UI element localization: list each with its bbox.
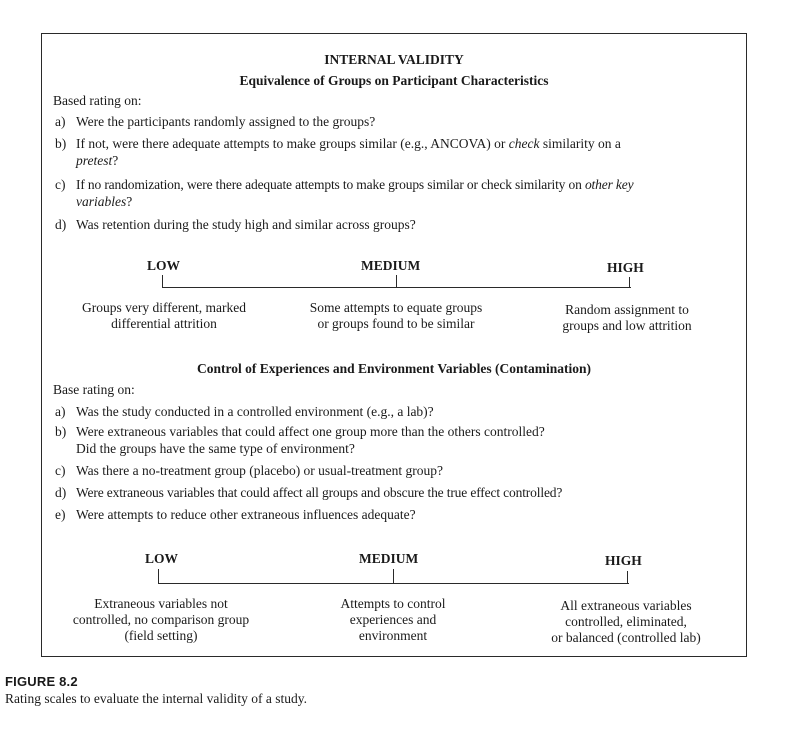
- desc-line: environment: [358, 628, 428, 643]
- item-text-italic: variables: [76, 194, 127, 209]
- scale-tick-high: [627, 571, 628, 583]
- item-text: Were the participants randomly assigned to the groups?: [76, 114, 376, 129]
- item-text: Was the study conducted in a controlled environment (e.g., a lab)?: [76, 404, 434, 419]
- figure-label: FIGURE 8.2: [5, 674, 78, 689]
- item-marker: a): [55, 114, 66, 129]
- desc-line: Random assignment to: [565, 302, 689, 317]
- item-marker: d): [55, 485, 67, 500]
- scale-medium-label: MEDIUM: [361, 258, 421, 273]
- section2-intro: Base rating on:: [53, 382, 135, 397]
- item-text: Was there a no-treatment group (placebo) or usual-treatment group?: [76, 463, 444, 478]
- item-text-part: ?: [126, 194, 133, 209]
- item-marker: a): [55, 404, 66, 419]
- item-marker: c): [55, 177, 66, 192]
- desc-line: groups and low attrition: [562, 318, 692, 333]
- item-text-italic: pretest: [76, 153, 113, 168]
- section2-subtitle: Control of Experiences and Environment Variables (Contamination): [196, 361, 592, 376]
- scale-tick-low: [158, 569, 159, 583]
- scale-tick-high: [629, 277, 630, 287]
- desc-line: experiences and: [349, 612, 437, 627]
- desc-line: Attempts to control: [340, 596, 446, 611]
- scale-high-label: HIGH: [605, 553, 642, 568]
- scale-medium-label: MEDIUM: [359, 551, 419, 566]
- item-text: Were attempts to reduce other extraneous influences adequate?: [76, 507, 416, 522]
- item-marker: e): [55, 507, 66, 522]
- desc-line: (field setting): [124, 628, 198, 643]
- item-text: [76, 177, 633, 193]
- scale-line: [162, 287, 631, 288]
- scale-high-label: HIGH: [607, 260, 644, 275]
- desc-line: or balanced (controlled lab): [551, 630, 701, 645]
- desc-line: or groups found to be similar: [317, 316, 475, 331]
- item-text: Were extraneous variables that could affect all groups and obscure the true effect controlled?: [76, 485, 563, 500]
- desc-line: controlled, no comparison group: [72, 612, 250, 627]
- scale-low-desc: [47, 300, 281, 332]
- section1-intro: Based rating on:: [53, 93, 142, 108]
- section1-title: INTERNAL VALIDITY: [324, 52, 464, 67]
- item-text-line2: [76, 153, 118, 169]
- scale-tick-medium: [393, 569, 394, 583]
- desc-line: Extraneous variables not: [94, 596, 228, 611]
- scale-medium-desc: [276, 300, 516, 332]
- figure-caption: Rating scales to evaluate the internal validity of a study.: [5, 691, 308, 706]
- desc-line: differential attrition: [111, 316, 217, 331]
- item-text-line2: Did the groups have the same type of environment?: [76, 441, 355, 456]
- scale-low-label: LOW: [147, 258, 181, 273]
- item-text: Were extraneous variables that could affect one group more than the others controlled?: [76, 424, 545, 439]
- scale-tick-low: [162, 275, 163, 287]
- desc-line: Some attempts to equate groups: [309, 300, 483, 315]
- item-text-part: similarity on a: [539, 136, 621, 151]
- item-text-italic: check: [508, 136, 540, 151]
- item-text: [76, 136, 621, 152]
- desc-line: Groups very different, marked: [82, 300, 246, 315]
- scale-tick-medium: [396, 275, 397, 287]
- item-marker: c): [55, 463, 66, 478]
- scale-medium-desc: [275, 596, 511, 644]
- desc-line: controlled, eliminated,: [565, 614, 687, 629]
- scale-line: [158, 583, 629, 584]
- item-text-part: If not, were there adequate attempts to make groups similar (e.g., ANCOVA) or: [76, 136, 509, 151]
- item-text-line2: [76, 194, 132, 210]
- item-marker: d): [55, 217, 67, 232]
- item-marker: b): [55, 136, 67, 151]
- section1-subtitle: Equivalence of Groups on Participant Characteristics: [239, 73, 549, 88]
- item-marker: b): [55, 424, 67, 439]
- scale-high-desc: [510, 302, 744, 334]
- item-text-part: ?: [112, 153, 119, 168]
- scale-low-label: LOW: [145, 551, 179, 566]
- desc-line: All extraneous variables: [560, 598, 692, 613]
- item-text-part: If no randomization, were there adequate attempts to make groups similar or check similarity on: [76, 177, 585, 192]
- item-text-italic: other key: [584, 177, 634, 192]
- item-text: Was retention during the study high and similar across groups?: [76, 217, 416, 232]
- scale-low-desc: [44, 596, 278, 644]
- scale-high-desc: [508, 598, 744, 646]
